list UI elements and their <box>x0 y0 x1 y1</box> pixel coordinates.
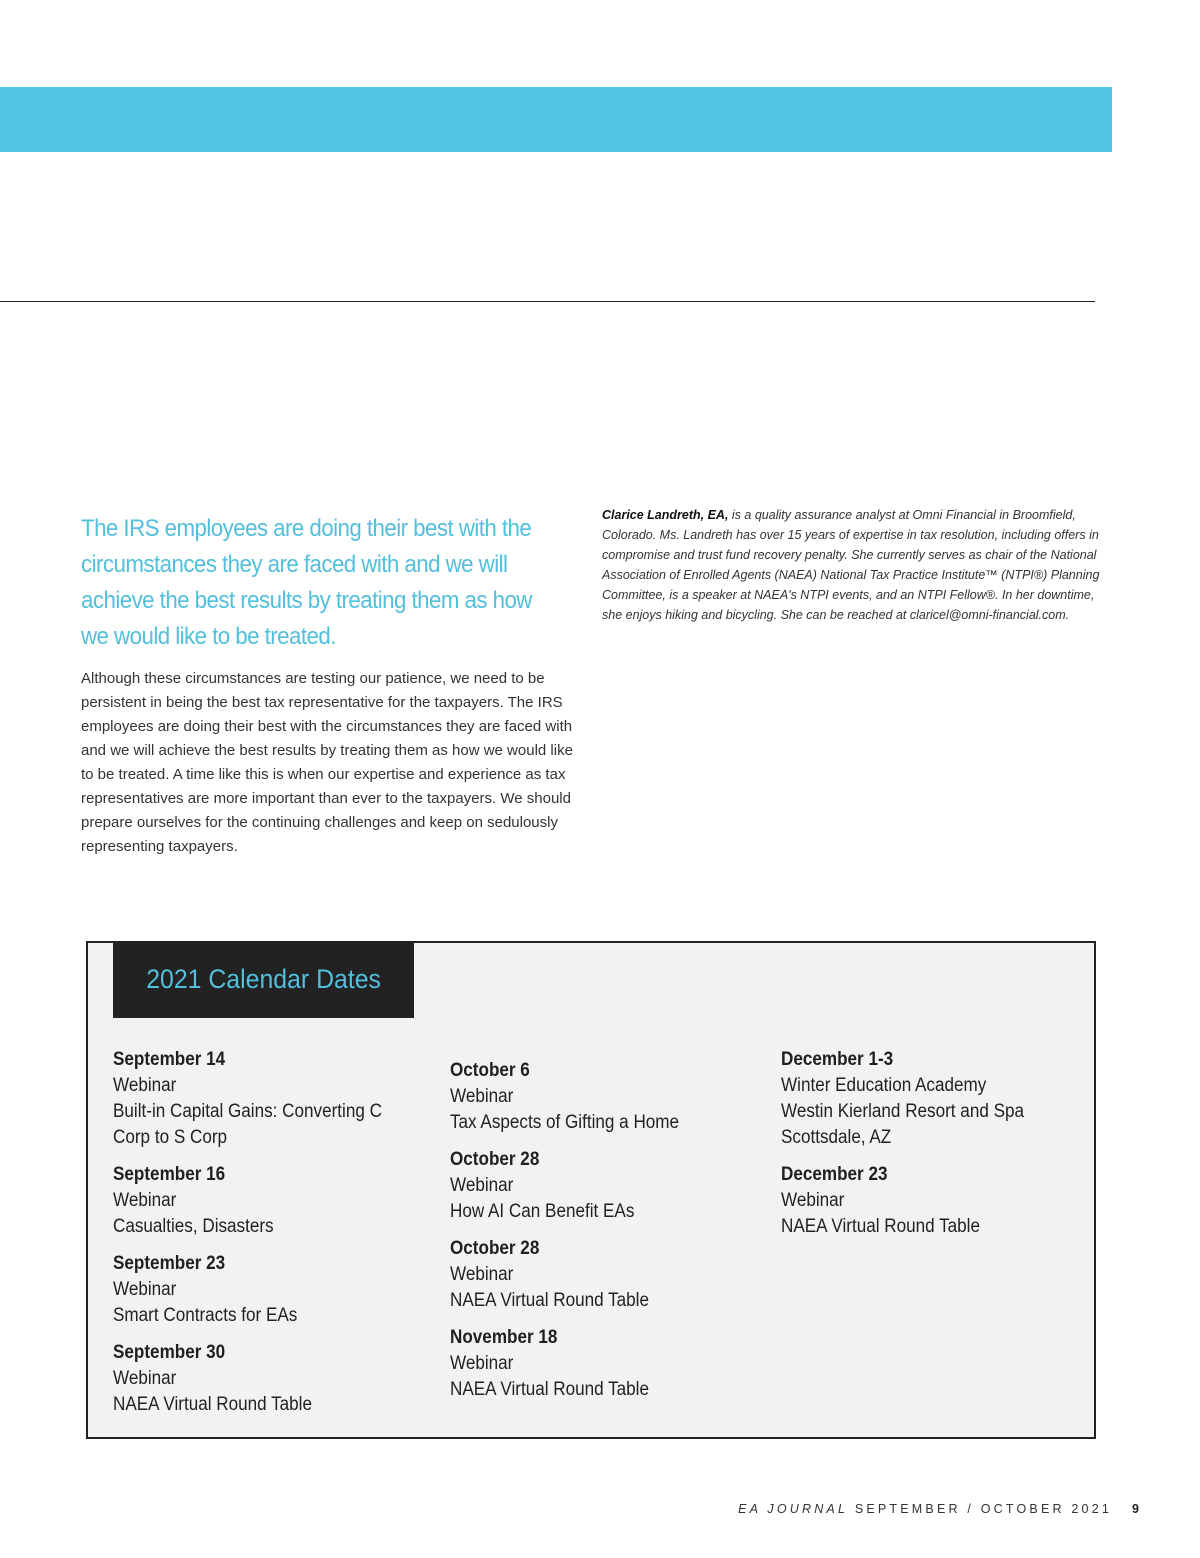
event-detail: Tax Aspects of Gifting a Home <box>450 1112 680 1133</box>
calendar-column-1 <box>113 1047 412 1429</box>
calendar-event <box>113 1340 412 1418</box>
footer-journal: EA JOURNAL <box>738 1502 849 1516</box>
event-type: Webinar <box>450 1353 514 1374</box>
event-detail: Corp to S Corp <box>113 1127 228 1148</box>
calendar-header <box>113 941 414 1018</box>
header-divider <box>0 301 1095 302</box>
calendar-event <box>450 1058 705 1136</box>
calendar-box <box>86 941 1096 1439</box>
event-type: Webinar <box>450 1086 514 1107</box>
event-type: Webinar <box>450 1175 514 1196</box>
calendar-event <box>781 1047 1051 1151</box>
author-bio-text: is a quality assurance analyst at Omni Financial in Broomfield, Colorado. Ms. Landreth has over 15 years of expertise in tax resolution, including offers in compromise and trust fund recovery penalty. She currently serves as chair of the National Association of Enrolled Agents (NAEA) National Tax Practice Institute™ (NTPI®) Planning Committee, is a speaker at NAEA's NTPI events, and an NTPI Fellow®. In her downtime, she enjoys hiking and bicycling. She can be reached at claricel@omni-financial.com. <box>602 508 1100 622</box>
footer-issue: SEPTEMBER / OCTOBER 2021 <box>854 1502 1112 1516</box>
event-detail: Scottsdale, AZ <box>781 1127 892 1148</box>
event-detail: NAEA Virtual Round Table <box>781 1216 980 1237</box>
event-date: September 23 <box>113 1253 226 1274</box>
calendar-column-3 <box>781 1047 1051 1251</box>
event-detail: NAEA Virtual Round Table <box>450 1379 649 1400</box>
event-detail: NAEA Virtual Round Table <box>450 1290 649 1311</box>
event-type: Webinar <box>113 1190 177 1211</box>
event-date: September 16 <box>113 1164 226 1185</box>
event-detail: How AI Can Benefit EAs <box>450 1201 635 1222</box>
calendar-event <box>113 1162 412 1240</box>
author-bio <box>602 505 1107 625</box>
calendar-event <box>450 1236 705 1314</box>
header-color-band <box>0 87 1112 152</box>
page-number: 9 <box>1132 1502 1139 1516</box>
author-name: Clarice Landreth, EA, <box>602 508 729 522</box>
event-date: October 28 <box>450 1238 540 1259</box>
page-footer <box>738 1502 1112 1516</box>
event-detail: Smart Contracts for EAs <box>113 1305 298 1326</box>
event-date: September 14 <box>113 1049 226 1070</box>
event-date: October 28 <box>450 1149 540 1170</box>
event-date: November 18 <box>450 1327 558 1348</box>
calendar-event <box>781 1162 1051 1240</box>
calendar-title: 2021 Calendar Dates <box>146 964 381 994</box>
calendar-event <box>113 1251 412 1329</box>
event-detail: Westin Kierland Resort and Spa <box>781 1101 1025 1122</box>
event-date: December 23 <box>781 1164 888 1185</box>
event-date: December 1-3 <box>781 1049 894 1070</box>
pull-quote: The IRS employees are doing their best with the circumstances they are faced with and we will achieve the best results by treating them as how we would like to be treated. <box>81 515 532 650</box>
event-type: Webinar <box>113 1368 177 1389</box>
event-type: Winter Education Academy <box>781 1075 987 1096</box>
event-date: September 30 <box>113 1342 226 1363</box>
event-type: Webinar <box>781 1190 845 1211</box>
event-detail: Built-in Capital Gains: Converting C <box>113 1101 382 1122</box>
event-detail: NAEA Virtual Round Table <box>113 1394 312 1415</box>
event-type: Webinar <box>113 1075 177 1096</box>
event-type: Webinar <box>450 1264 514 1285</box>
calendar-event <box>450 1147 705 1225</box>
calendar-event <box>113 1047 412 1151</box>
event-type: Webinar <box>113 1279 177 1300</box>
event-date: October 6 <box>450 1060 530 1081</box>
calendar-event <box>450 1325 705 1403</box>
event-detail: Casualties, Disasters <box>113 1216 274 1237</box>
calendar-column-2 <box>450 1058 705 1414</box>
article-body: Although these circumstances are testing our patience, we need to be persistent in being the best tax representative for the taxpayers. The IRS employees are doing their best with the circumstances they are faced with and we will achieve the best results by treating them as how we would like to be treated. A time like this is when our expertise and experience as tax representatives are more important than ever to the taxpayers. We should prepare ourselves for the continuing challenges and keep on sedulously representing taxpayers. <box>81 670 573 855</box>
